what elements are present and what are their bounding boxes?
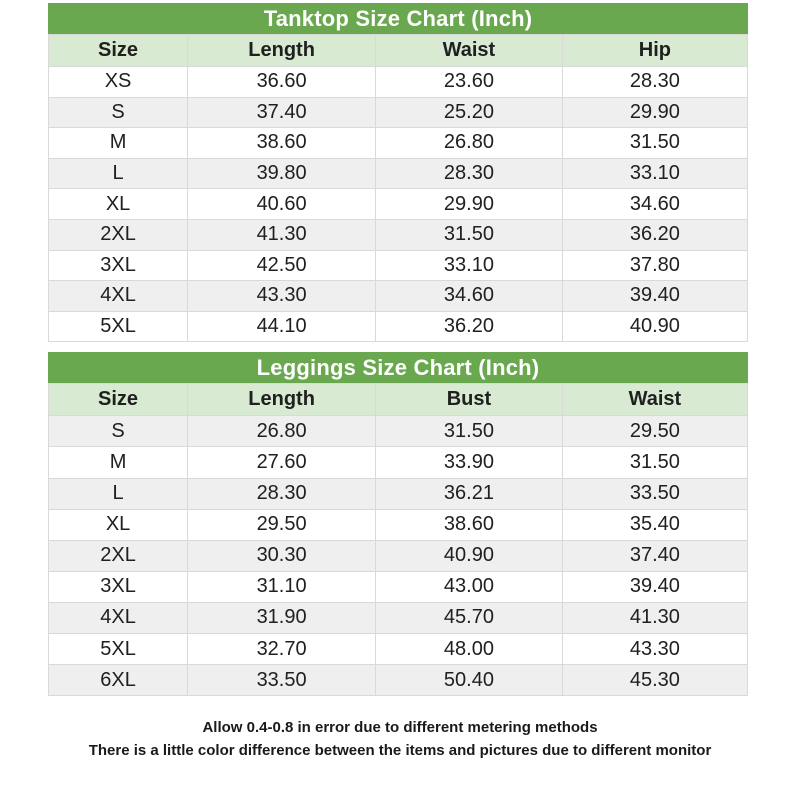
value-cell: 26.80 — [376, 128, 563, 159]
value-cell: 29.50 — [188, 509, 376, 540]
size-cell: 5XL — [49, 311, 188, 342]
value-cell: 31.50 — [562, 128, 747, 159]
size-cell: 4XL — [49, 281, 188, 312]
value-cell: 29.90 — [376, 189, 563, 220]
value-cell: 33.90 — [376, 447, 563, 478]
value-cell: 38.60 — [188, 128, 376, 159]
column-header-size: Size — [49, 35, 188, 67]
table-row — [49, 128, 748, 159]
value-cell: 40.90 — [562, 311, 747, 342]
value-cell: 43.30 — [562, 634, 747, 665]
table-row — [49, 67, 748, 98]
tanktop-size-table — [48, 34, 748, 342]
size-cell: XL — [49, 509, 188, 540]
table-row — [49, 311, 748, 342]
header-row — [49, 384, 748, 416]
column-header-length: Length — [188, 35, 376, 67]
value-cell: 29.90 — [562, 97, 747, 128]
value-cell: 42.50 — [188, 250, 376, 281]
size-cell: 3XL — [49, 571, 188, 602]
leggings-size-table — [48, 383, 748, 696]
table-row — [49, 509, 748, 540]
size-cell: 3XL — [49, 250, 188, 281]
value-cell: 40.90 — [376, 540, 563, 571]
table-row — [49, 447, 748, 478]
table-row — [49, 571, 748, 602]
value-cell: 37.40 — [188, 97, 376, 128]
value-cell: 26.80 — [188, 416, 376, 447]
value-cell: 25.20 — [376, 97, 563, 128]
tanktop-chart-title: Tanktop Size Chart (Inch) — [48, 3, 748, 34]
value-cell: 30.30 — [188, 540, 376, 571]
value-cell: 23.60 — [376, 67, 563, 98]
value-cell: 39.80 — [188, 158, 376, 189]
value-cell: 50.40 — [376, 665, 563, 696]
value-cell: 32.70 — [188, 634, 376, 665]
table-row — [49, 158, 748, 189]
size-cell: S — [49, 416, 188, 447]
tanktop-size-chart — [48, 3, 748, 342]
size-cell: 4XL — [49, 602, 188, 633]
size-cell: XL — [49, 189, 188, 220]
value-cell: 31.50 — [376, 416, 563, 447]
value-cell: 31.50 — [376, 219, 563, 250]
column-header-length: Length — [188, 384, 376, 416]
value-cell: 28.30 — [376, 158, 563, 189]
value-cell: 45.70 — [376, 602, 563, 633]
value-cell: 35.40 — [562, 509, 747, 540]
table-row — [49, 250, 748, 281]
size-cell: L — [49, 158, 188, 189]
value-cell: 43.30 — [188, 281, 376, 312]
value-cell: 39.40 — [562, 571, 747, 602]
size-cell: M — [49, 447, 188, 478]
value-cell: 38.60 — [376, 509, 563, 540]
value-cell: 43.00 — [376, 571, 563, 602]
footer-note-line2: There is a little color difference between the items and pictures due to different monitor — [88, 742, 712, 760]
table-row — [49, 602, 748, 633]
size-cell: L — [49, 478, 188, 509]
size-cell: 2XL — [49, 219, 188, 250]
size-cell: M — [49, 128, 188, 159]
value-cell: 37.80 — [562, 250, 747, 281]
value-cell: 31.10 — [188, 571, 376, 602]
table-row — [49, 478, 748, 509]
value-cell: 36.60 — [188, 67, 376, 98]
value-cell: 27.60 — [188, 447, 376, 478]
size-cell: XS — [49, 67, 188, 98]
value-cell: 28.30 — [188, 478, 376, 509]
value-cell: 33.50 — [188, 665, 376, 696]
table-row — [49, 540, 748, 571]
table-row — [49, 189, 748, 220]
table-row — [49, 665, 748, 696]
table-row — [49, 281, 748, 312]
value-cell: 37.40 — [562, 540, 747, 571]
leggings-chart-title: Leggings Size Chart (Inch) — [48, 352, 748, 383]
value-cell: 36.20 — [562, 219, 747, 250]
size-cell: 5XL — [49, 634, 188, 665]
value-cell: 31.90 — [188, 602, 376, 633]
table-row — [49, 219, 748, 250]
value-cell: 33.10 — [376, 250, 563, 281]
value-cell: 39.40 — [562, 281, 747, 312]
column-header-waist: Waist — [562, 384, 747, 416]
value-cell: 31.50 — [562, 447, 747, 478]
footer-note-line1: Allow 0.4-0.8 in error due to different metering methods — [202, 719, 598, 737]
value-cell: 29.50 — [562, 416, 747, 447]
column-header-waist: Waist — [376, 35, 563, 67]
value-cell: 34.60 — [562, 189, 747, 220]
value-cell: 33.50 — [562, 478, 747, 509]
value-cell: 33.10 — [562, 158, 747, 189]
value-cell: 34.60 — [376, 281, 563, 312]
table-row — [49, 97, 748, 128]
size-cell: 6XL — [49, 665, 188, 696]
size-cell: 2XL — [49, 540, 188, 571]
header-row — [49, 35, 748, 67]
value-cell: 45.30 — [562, 665, 747, 696]
value-cell: 36.20 — [376, 311, 563, 342]
size-chart-page — [48, 0, 748, 762]
value-cell: 41.30 — [188, 219, 376, 250]
leggings-size-chart — [48, 352, 748, 696]
value-cell: 48.00 — [376, 634, 563, 665]
value-cell: 40.60 — [188, 189, 376, 220]
column-header-bust: Bust — [376, 384, 563, 416]
column-header-hip: Hip — [562, 35, 747, 67]
column-header-size: Size — [49, 384, 188, 416]
size-cell: S — [49, 97, 188, 128]
value-cell: 28.30 — [562, 67, 747, 98]
value-cell: 41.30 — [562, 602, 747, 633]
table-row — [49, 416, 748, 447]
footer-notes — [48, 716, 752, 762]
table-row — [49, 634, 748, 665]
value-cell: 44.10 — [188, 311, 376, 342]
value-cell: 36.21 — [376, 478, 563, 509]
